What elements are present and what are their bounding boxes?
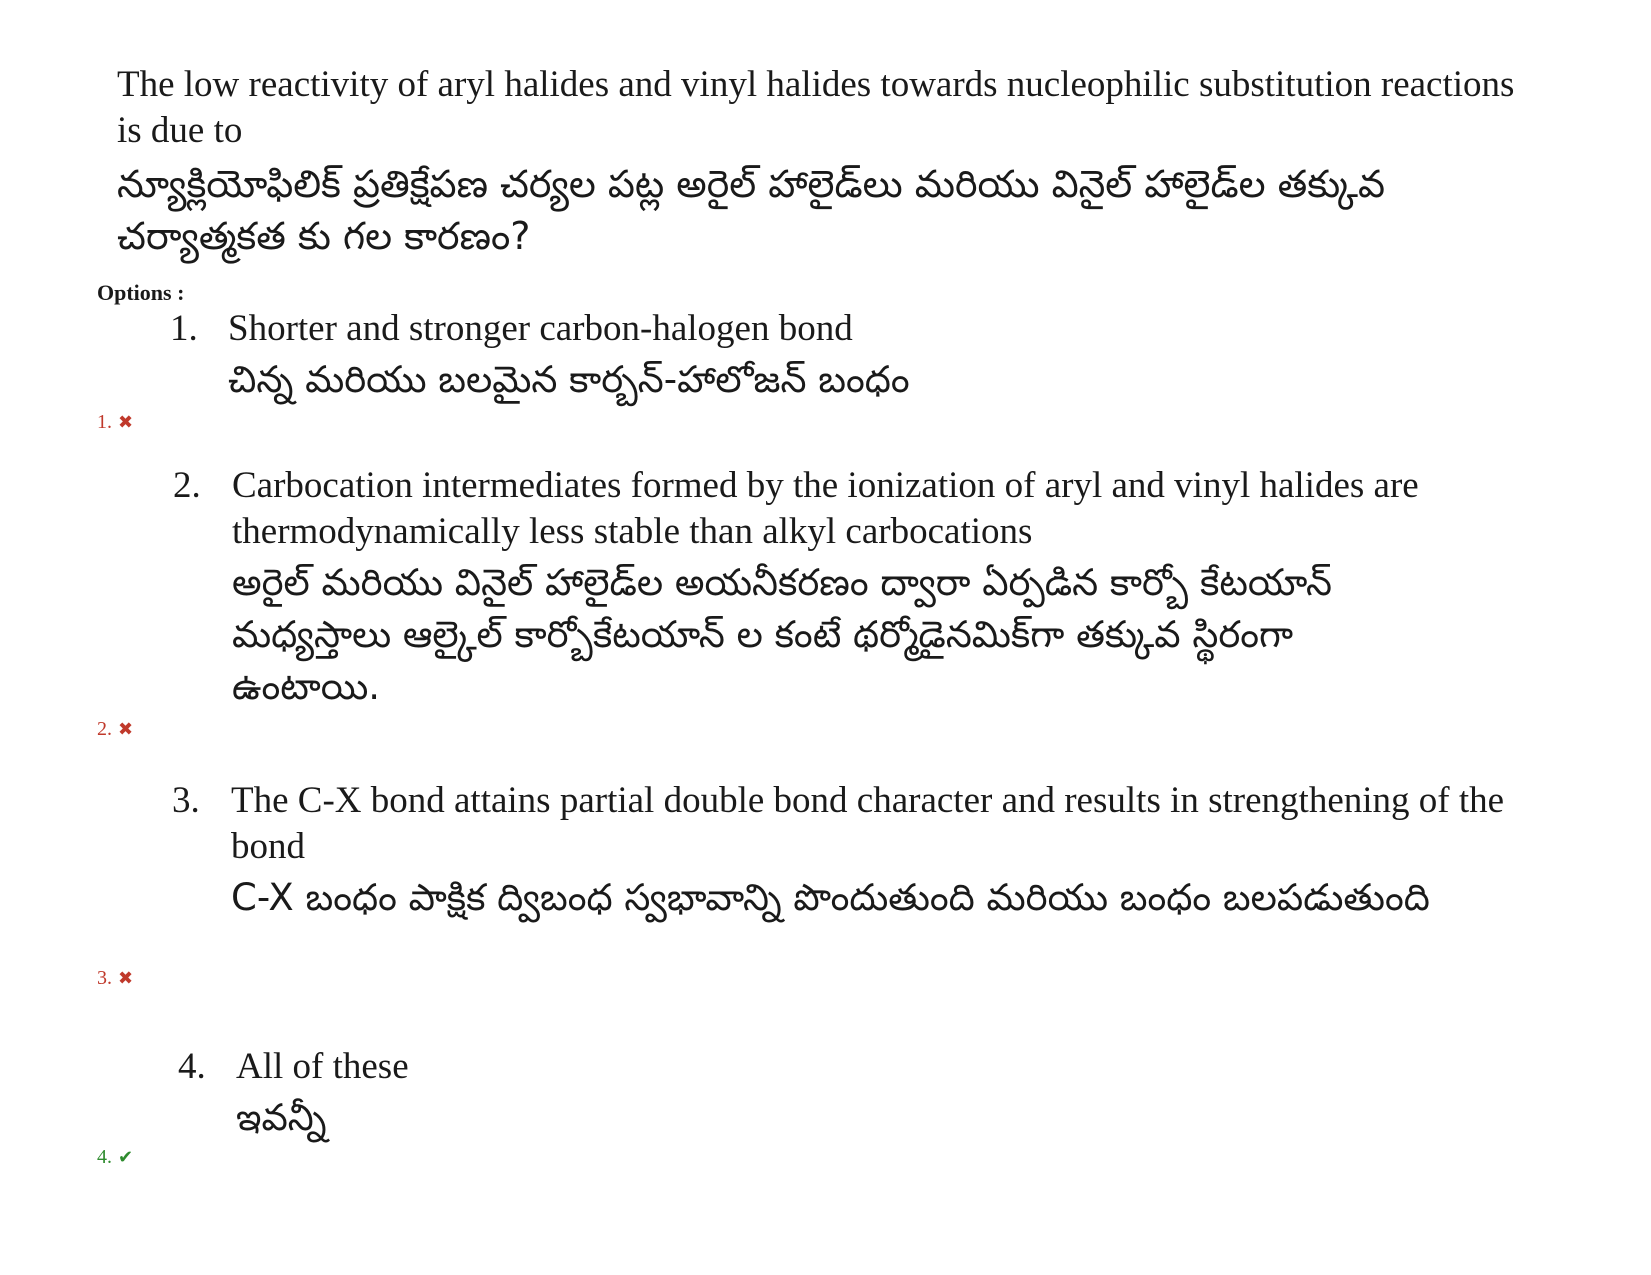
marker-label: 3.: [97, 967, 112, 989]
option-text-telugu: ఇవన్నీ: [236, 1096, 327, 1139]
option-text-english: The C-X bond attains partial double bond character and results in strengthening of the bond: [231, 780, 1505, 867]
option-number: 2.: [173, 465, 201, 506]
option-number: 3.: [172, 780, 200, 821]
cross-icon: ✖: [118, 968, 134, 989]
cross-icon: ✖: [118, 412, 134, 433]
option-text-telugu: C-X బంధం పాక్షిక ద్విబంధ స్వభావాన్ని పొందుతుంది మరియు బంధం బలపడుతుంది: [231, 876, 1430, 919]
option-text-english: Shorter and stronger carbon-halogen bond: [228, 308, 853, 349]
marker-label: 2.: [97, 718, 112, 740]
marker-label: 4.: [97, 1146, 112, 1168]
option-number: 4.: [178, 1046, 206, 1087]
option-4-result-marker: [97, 1146, 133, 1169]
question-block: [117, 62, 1537, 262]
option-1-result-marker: [97, 411, 133, 434]
options-label: Options :: [97, 280, 185, 305]
check-icon: ✔: [118, 1147, 134, 1168]
cross-icon: ✖: [118, 719, 134, 740]
option-text-english: All of these: [236, 1046, 409, 1087]
option-3-result-marker: [97, 967, 133, 990]
marker-label: 1.: [97, 411, 112, 433]
option-number: 1.: [170, 308, 198, 349]
question-text-telugu: న్యూక్లియోఫిలిక్ ప్రతిక్షేపణ చర్యల పట్ల అరైల్ హాలైడ్‌లు మరియు వినైల్ హాలైడ్‌ల తక్కువ చర్యాత్మకత కు గల కారణం?: [117, 162, 1385, 258]
option-2-result-marker: [97, 718, 133, 741]
option-text-telugu: చిన్న మరియు బలమైన కార్బన్-హాలోజన్ బంధం: [228, 358, 910, 401]
option-text-english: Carbocation intermediates formed by the ionization of aryl and vinyl halides are thermodynamically less stable than alkyl carbocations: [232, 465, 1419, 552]
question-text-english: The low reactivity of aryl halides and vinyl halides towards nucleophilic substitution reactions is due to: [117, 64, 1515, 151]
option-text-telugu: అరైల్ మరియు వినైల్ హాలైడ్‌ల అయనీకరణం ద్వారా ఏర్పడిన కార్బో కేటయాన్ మధ్యస్తాలు ఆల్కైల్ కార్బోకేటయాన్ ల కంటే థర్మోడైనమిక్‌గా తక్కువ స్థిరంగా ఉంటాయి.: [232, 561, 1333, 708]
